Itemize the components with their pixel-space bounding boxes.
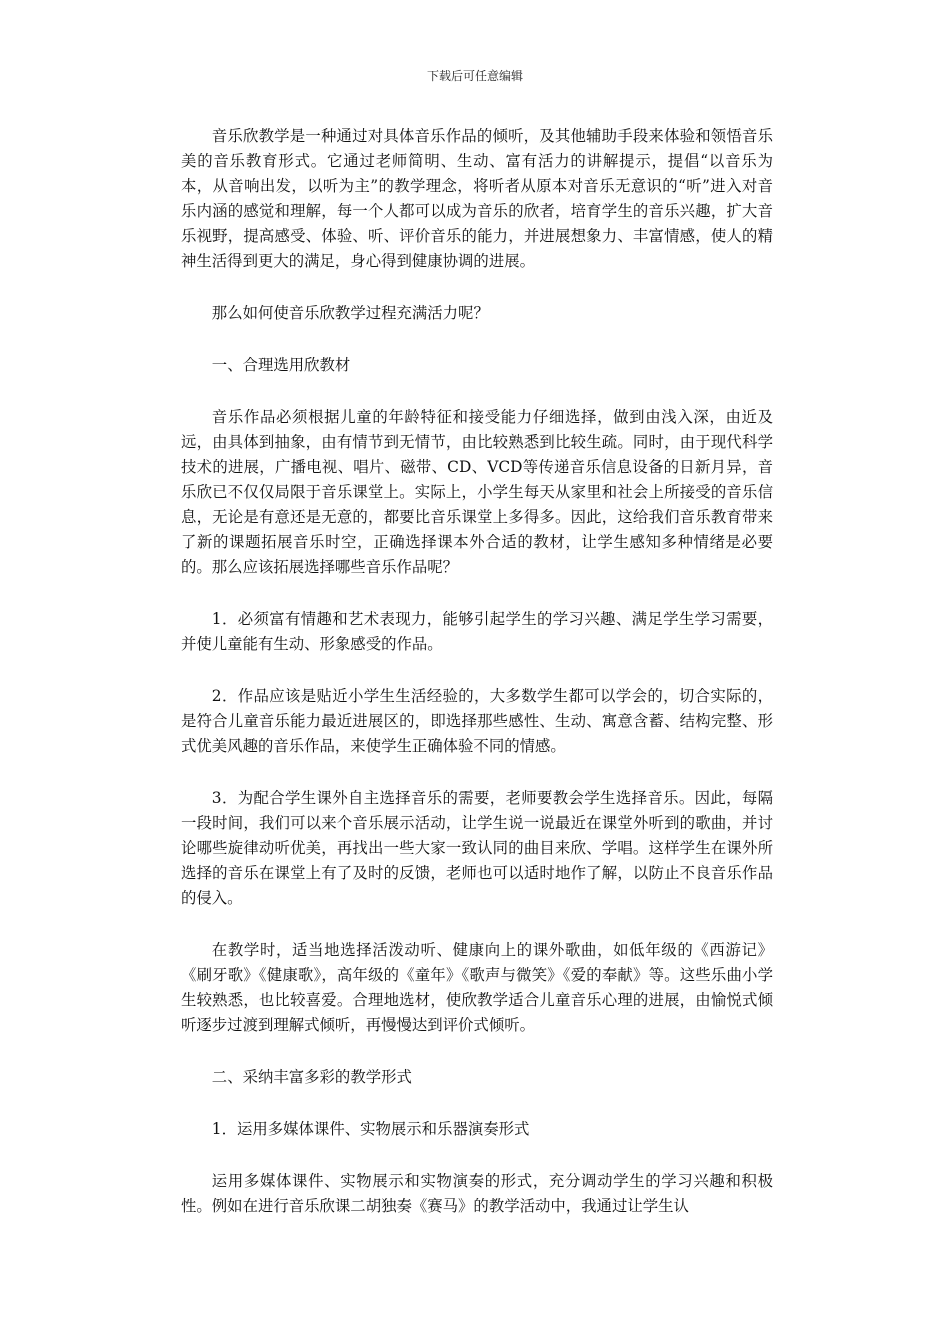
- question-paragraph: 那么如何使音乐欣教学过程充满活力呢？: [211, 304, 489, 322]
- section-heading-2: 二、采纳丰富多彩的教学形式: [211, 1068, 412, 1086]
- examples-paragraph: 在教学时，适当地选择活泼动听、健康向上的课外歌曲，如低年级的《西游记》《刷牙歌》《健康歌》，高年级的《童年》《歌声与微笑》《爱的奉献》等。这些乐曲小学生较熟悉，也比较喜爱。合理地选材，使欣教学适合儿童音乐心理的进展，由愉悦式倾听逐步过渡到理解式倾听，再慢慢达到评价式倾听。: [181, 941, 773, 1034]
- section-2-paragraph: 运用多媒体课件、实物展示和实物演奏的形式，充分调动学生的学习兴趣和积极性。例如在进行音乐欣课二胡独奏《赛马》的教学活动中，我通过让学生认: [181, 1172, 773, 1215]
- list-item-1: 1．必须富有情趣和艺术表现力，能够引起学生的学习兴趣、满足学生学习需要，并使儿童能有生动、形象感受的作品。: [181, 610, 773, 653]
- subsection-heading-1: 1．运用多媒体课件、实物展示和乐器演奏形式: [211, 1120, 530, 1138]
- section-1-paragraph: 音乐作品必须根据儿童的年龄特征和接受能力仔细选择，做到由浅入深，由近及远，由具体到抽象，由有情节到无情节，由比较熟悉到比较生疏。同时，由于现代科学技术的进展，广播电视、唱片、磁带、CD、VCD等传递音乐信息设备的日新月异，音乐欣已不仅仅局限于音乐课堂上。实际上，小学生每天从家里和社会上所接受的音乐信息，无论是有意还是无意的，都要比音乐课堂上多得多。因此，这给我们音乐教育带来了新的课题拓展音乐时空，正确选择课本外合适的教材，让学生感知多种情绪是必要的。那么应该拓展选择哪些音乐作品呢？: [181, 408, 773, 576]
- list-item-3: 3．为配合学生课外自主选择音乐的需要，老师要教会学生选择音乐。因此，每隔一段时间，我们可以来个音乐展示活动，让学生说一说最近在课堂外听到的歌曲，并讨论哪些旋律动听优美，再找出一些大家一致认同的曲目来欣、学唱。这样学生在课外所选择的音乐在课堂上有了及时的反馈，老师也可以适时地作了解，以防止不良音乐作品的侵入。: [181, 789, 773, 907]
- page-header: 下载后可任意编辑: [426, 69, 523, 83]
- intro-paragraph: 音乐欣教学是一种通过对具体音乐作品的倾听，及其他辅助手段来体验和领悟音乐美的音乐教育形式。它通过老师简明、生动、富有活力的讲解提示，提倡“以音乐为本，从音响出发，以听为主”的教学理念，将听者从原本对音乐无意识的“听”进入对音乐内涵的感觉和理解，每一个人都可以成为音乐的欣者，培育学生的音乐兴趣，扩大音乐视野，提高感受、体验、听、评价音乐的能力，并进展想象力、丰富情感，使人的精神生活得到更大的满足，身心得到健康协调的进展。: [181, 127, 773, 270]
- list-item-2: 2．作品应该是贴近小学生生活经验的，大多数学生都可以学会的，切合实际的，是符合儿童音乐能力最近进展区的，即选择那些感性、生动、寓意含蓄、结构完整、形式优美风趣的音乐作品，来使学生正确体验不同的情感。: [181, 687, 773, 755]
- document-body: [181, 124, 773, 1246]
- section-heading-1: 一、合理选用欣教材: [211, 356, 351, 374]
